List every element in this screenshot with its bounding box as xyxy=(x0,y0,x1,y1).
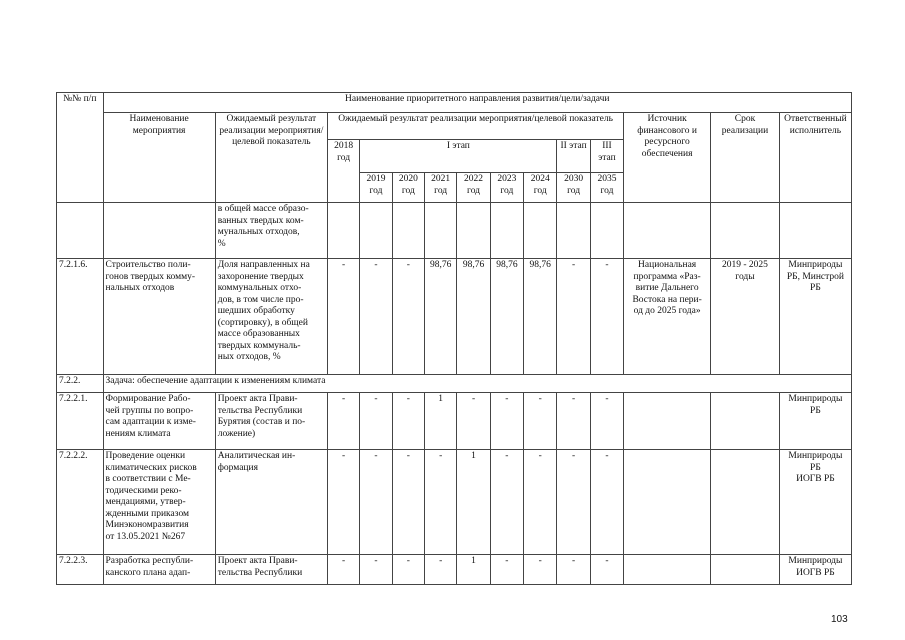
row-value: - xyxy=(557,393,590,450)
row-result: в общей массе образо- ванных твердых ком- мунальных отходов, % xyxy=(215,203,327,259)
row-value xyxy=(524,203,557,259)
header-year: 2035 год xyxy=(590,173,623,203)
table-row xyxy=(57,259,852,375)
header-stage-2: II этап xyxy=(557,140,590,173)
row-value: - xyxy=(425,450,457,555)
row-num: 7.2.1.6. xyxy=(57,259,104,375)
row-value xyxy=(425,203,457,259)
row-value: - xyxy=(490,393,523,450)
page-number: 103 xyxy=(831,614,848,625)
row-value xyxy=(590,203,623,259)
header-source: Источник финансового и ресурсного обеспечения xyxy=(624,113,711,203)
row-name: Строительство поли- гонов твердых комму- нальных отходов xyxy=(103,259,215,375)
row-value: 98,76 xyxy=(425,259,457,375)
row-value: 1 xyxy=(457,555,490,585)
row-name: Проведение оценки климатических рисков в соответствии с Ме- тодическими реко- мендациями, утвер- жденными приказом Минэкономразвития от 13.05.2021 №267 xyxy=(103,450,215,555)
header-expected-group: Ожидаемый результат реализации мероприятия/целевой показатель xyxy=(327,113,623,140)
row-value: - xyxy=(392,555,424,585)
table-row xyxy=(57,555,852,585)
header-event-name: Наименование мероприятия xyxy=(103,113,215,203)
row-value: - xyxy=(327,393,359,450)
row-term xyxy=(711,555,780,585)
row-value: - xyxy=(524,393,557,450)
row-num: 7.2.2.3. xyxy=(57,555,104,585)
table-row xyxy=(57,203,852,259)
row-source xyxy=(624,203,711,259)
row-num: 7.2.2.1. xyxy=(57,393,104,450)
header-stage-1: I этап xyxy=(360,140,557,173)
header-year: 2022 год xyxy=(457,173,490,203)
row-value: 98,76 xyxy=(490,259,523,375)
row-value xyxy=(392,203,424,259)
row-term xyxy=(711,450,780,555)
row-responsible xyxy=(779,203,851,259)
header-year: 2020 год xyxy=(392,173,424,203)
row-source xyxy=(624,393,711,450)
row-value xyxy=(557,203,590,259)
row-value: - xyxy=(590,393,623,450)
row-value: - xyxy=(590,450,623,555)
row-value: - xyxy=(392,259,424,375)
row-responsible: Минприроды РБ xyxy=(779,393,851,450)
header-term: Срок реализации xyxy=(711,113,780,203)
header-year: 2024 год xyxy=(524,173,557,203)
row-value: - xyxy=(392,393,424,450)
row-value: - xyxy=(557,259,590,375)
header-expected-result: Ожидаемый результат реализации мероприятия/целевой показатель xyxy=(215,113,327,203)
row-result: Доля направленных на захоронение твердых коммунальных отхо- дов, в том числе про- шедших обработку (сортировку), в общей массе образованных твердых коммуналь- ных отходов, % xyxy=(215,259,327,375)
row-source: Национальная программа «Раз- витие Дальнего Востока на пери- од до 2025 года» xyxy=(624,259,711,375)
row-value: 1 xyxy=(457,450,490,555)
task-num: 7.2.2. xyxy=(57,375,104,393)
row-value xyxy=(457,203,490,259)
measures-table xyxy=(56,92,852,585)
row-responsible: Минприроды ИОГВ РБ xyxy=(779,555,851,585)
row-value: - xyxy=(557,450,590,555)
table-row xyxy=(57,450,852,555)
header-responsible: Ответственный исполнитель xyxy=(779,113,851,203)
row-source xyxy=(624,555,711,585)
row-responsible: Минприроды РБ ИОГВ РБ xyxy=(779,450,851,555)
row-value: - xyxy=(490,450,523,555)
row-num xyxy=(57,203,104,259)
row-name: Формирование Рабо- чей группы по вопро- сам адаптации к изме- нениям климата xyxy=(103,393,215,450)
row-value: - xyxy=(490,555,523,585)
row-value: 1 xyxy=(425,393,457,450)
row-value xyxy=(327,203,359,259)
row-value: - xyxy=(360,555,392,585)
row-value: 98,76 xyxy=(524,259,557,375)
row-num: 7.2.2.2. xyxy=(57,450,104,555)
row-result: Аналитическая ин- формация xyxy=(215,450,327,555)
row-value: - xyxy=(590,555,623,585)
header-direction: Наименование приоритетного направления развития/цели/задачи xyxy=(103,93,852,113)
row-value: - xyxy=(360,259,392,375)
row-name xyxy=(103,203,215,259)
row-value: - xyxy=(392,450,424,555)
header-year: 2030 год xyxy=(557,173,590,203)
row-value: - xyxy=(327,450,359,555)
header-year: 2023 год xyxy=(490,173,523,203)
row-value: - xyxy=(524,450,557,555)
row-value: - xyxy=(360,393,392,450)
row-value: - xyxy=(524,555,557,585)
row-value: - xyxy=(327,259,359,375)
task-row xyxy=(57,375,852,393)
row-source xyxy=(624,450,711,555)
table-row xyxy=(57,393,852,450)
header-year-2018: 2018 год xyxy=(327,140,359,203)
header-stage-3: III этап xyxy=(590,140,623,173)
row-term xyxy=(711,393,780,450)
header-year: 2019 год xyxy=(360,173,392,203)
row-value: 98,76 xyxy=(457,259,490,375)
row-value: - xyxy=(327,555,359,585)
row-value: - xyxy=(360,450,392,555)
row-value xyxy=(360,203,392,259)
row-responsible: Минприроды РБ, Минстрой РБ xyxy=(779,259,851,375)
task-text: Задача: обеспечение адаптации к изменениям климата xyxy=(103,375,852,393)
row-value: - xyxy=(557,555,590,585)
row-term xyxy=(711,203,780,259)
row-value: - xyxy=(425,555,457,585)
header-year: 2021 год xyxy=(425,173,457,203)
row-value xyxy=(490,203,523,259)
row-result: Проект акта Прави- тельства Республики Бурятия (состав и по- ложение) xyxy=(215,393,327,450)
row-name: Разработка республи- канского плана адап- xyxy=(103,555,215,585)
header-num: №№ п/п xyxy=(57,93,104,203)
row-result: Проект акта Прави- тельства Республики xyxy=(215,555,327,585)
row-value: - xyxy=(457,393,490,450)
row-value: - xyxy=(590,259,623,375)
row-term: 2019 - 2025 годы xyxy=(711,259,780,375)
